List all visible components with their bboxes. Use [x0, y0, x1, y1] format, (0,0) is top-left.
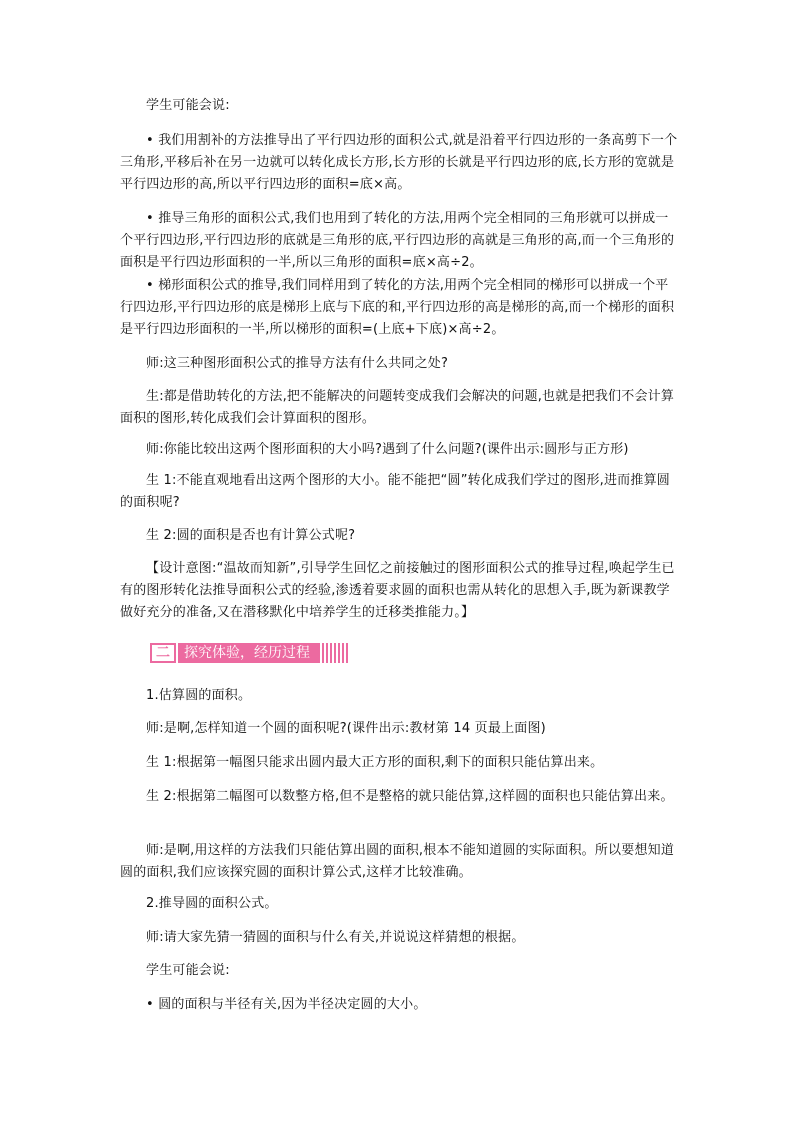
- paragraph-teacher-question-1: 师:这三种图形面积公式的推导方法有什么共同之处?: [146, 356, 449, 371]
- paragraph-derive-heading: 2.推导圆的面积公式。: [146, 896, 278, 911]
- paragraph-students-may-say-2: 学生可能会说:: [146, 963, 230, 978]
- paragraph-student-answer: 生:都是借助转化的方法,把不能解决的问题转变成我们会解决的问题,也就是把我们不会计算面积的图形,转化成我们会计算面积的图形。: [120, 389, 675, 426]
- section-number: 二: [150, 643, 176, 663]
- section-stripe-decoration: [318, 643, 348, 663]
- paragraph-teacher-question-3: 师:是啊,怎样知道一个圆的面积呢?(课件出示:教材第 14 页最上面图): [146, 721, 546, 736]
- paragraph-student-2: 生 2:圆的面积是否也有计算公式呢?: [146, 528, 356, 543]
- paragraph-student-1: 生 1:不能直观地看出这两个图形的大小。能不能把“圆”转化成我们学过的图形,进而推算圆的面积呢?: [120, 473, 670, 510]
- paragraph-trapezoid: • 梯形面积公式的推导,我们同样用到了转化的方法,用两个完全相同的梯形可以拼成一个平行四边形,平行四边形的底是梯形上底与下底的和,平行四边形的高是梯形的高,而一个梯形的面积是平行四边形面积的一半,所以梯形的面积=(上底+下底)×高÷2。: [120, 278, 675, 337]
- paragraph-student-1-estimate: 生 1:根据第一幅图只能求出圆内最大正方形的面积,剩下的面积只能估算出来。: [146, 755, 604, 770]
- paragraph-design-intent: 【设计意图:“温故而知新”,引导学生回忆之前接触过的图形面积公式的推导过程,唤起学生已有的图形转化法推导面积公式的经验,渗透着要求圆的面积也需从转化的思想入手,既为新课教学做好充分的准备,又在潜移默化中培养学生的迁移类推能力。】: [120, 561, 675, 620]
- paragraph-teacher-explain: 师:是啊,用这样的方法我们只能估算出圆的面积,根本不能知道圆的实际面积。所以要想知道圆的面积,我们应该探究圆的面积计算公式,这样才比较准确。: [120, 843, 675, 880]
- paragraph-parallelogram: • 我们用割补的方法推导出了平行四边形的面积公式,就是沿着平行四边形的一条高剪下一个三角形,平移后补在另一边就可以转化成长方形,长方形的长就是平行四边形的底,长方形的宽就是平行四边形的高,所以平行四边形的面积=底×高。: [120, 133, 678, 192]
- paragraph-estimate-heading: 1.估算圆的面积。: [146, 688, 252, 703]
- paragraph-radius-bullet: • 圆的面积与半径有关,因为半径决定圆的大小。: [146, 997, 427, 1012]
- paragraph-students-may-say: 学生可能会说:: [146, 98, 230, 113]
- paragraph-teacher-guess: 师:请大家先猜一猜圆的面积与什么有关,并说说这样猜想的根据。: [146, 930, 525, 945]
- paragraph-triangle: • 推导三角形的面积公式,我们也用到了转化的方法,用两个完全相同的三角形就可以拼成一个平行四边形,平行四边形的底就是三角形的底,平行四边形的高就是三角形的高,而一个三角形的面积是平行四边形面积的一半,所以三角形的面积=底×高÷2。: [120, 211, 675, 270]
- paragraph-student-2-estimate: 生 2:根据第二幅图可以数整方格,但不是整格的就只能估算,这样圆的面积也只能估算出来。: [146, 789, 674, 804]
- section-title: 探究体验，经历过程: [178, 643, 318, 663]
- paragraph-teacher-question-2: 师:你能比较出这两个图形面积的大小吗?遇到了什么问题?(课件出示:圆形与正方形): [146, 442, 629, 457]
- section-header: [150, 643, 372, 665]
